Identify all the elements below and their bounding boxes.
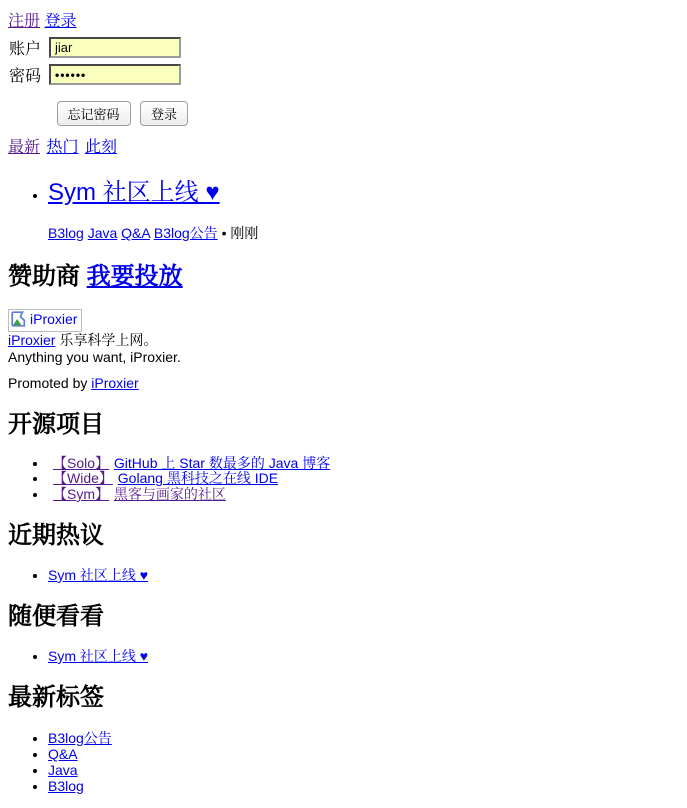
ad-tagline-cn <box>8 333 687 349</box>
login-buttons-row <box>8 101 188 126</box>
sponsor-cta-link[interactable]: 我要投放 <box>86 263 183 290</box>
article-tag-link[interactable]: B3log公告 <box>153 225 218 241</box>
latest-tags-list <box>8 730 687 794</box>
list-item <box>48 730 687 746</box>
open-source-heading: 开源项目 <box>8 410 104 438</box>
ad-image-alt-text: iProxier <box>30 310 78 327</box>
list-item <box>48 649 687 664</box>
article-item <box>48 172 687 243</box>
sponsor-ad <box>8 309 687 391</box>
meta-separator: • <box>221 225 227 241</box>
ad-tagline-cn-text: 乐享科学上网。 <box>59 331 158 348</box>
article-tag-link[interactable]: Java <box>87 225 118 241</box>
project-item <box>48 471 687 486</box>
project-desc-link[interactable]: Golang 黑科技之在线 IDE <box>117 470 279 487</box>
sponsor-heading <box>8 263 687 291</box>
article-meta <box>48 223 687 243</box>
account-input[interactable] <box>49 37 181 58</box>
article-title-link[interactable]: Sym 社区上线 ♥ <box>48 179 220 206</box>
project-name-link[interactable]: 【Sym】 <box>53 485 109 502</box>
list-item <box>48 746 687 762</box>
nav-hot-link[interactable]: 热门 <box>46 139 79 156</box>
project-desc-link[interactable]: GitHub 上 Star 数最多的 Java 博客 <box>113 455 331 472</box>
tag-link[interactable]: B3log公告 <box>48 729 112 746</box>
random-article-link[interactable]: Sym 社区上线 ♥ <box>48 647 149 664</box>
article-tag-link[interactable]: B3log <box>48 225 84 241</box>
promoted-by-text: Promoted by <box>8 374 88 391</box>
list-item <box>48 778 687 794</box>
login-button[interactable]: 登录 <box>140 101 188 126</box>
sponsor-heading-text: 赞助商 <box>8 263 80 290</box>
project-name-link[interactable]: 【Solo】 <box>53 455 110 472</box>
tag-link[interactable]: Q&A <box>48 745 78 762</box>
ad-brand-link[interactable]: iProxier <box>8 331 56 348</box>
ad-image-link[interactable] <box>8 309 82 332</box>
tag-link[interactable]: B3log <box>48 778 84 795</box>
feed-nav <box>8 134 687 157</box>
random-view-list <box>8 649 687 664</box>
random-view-heading: 随便看看 <box>8 603 104 631</box>
project-name-link[interactable]: 【Wide】 <box>53 470 113 487</box>
broken-image-icon <box>11 314 29 330</box>
login-link[interactable]: 登录 <box>44 13 77 30</box>
project-item <box>48 456 687 471</box>
article-list <box>8 172 687 243</box>
nav-now-link[interactable]: 此刻 <box>84 139 117 156</box>
recent-hot-list <box>8 568 687 583</box>
latest-tags-heading: 最新标签 <box>8 684 104 712</box>
register-link[interactable]: 注册 <box>8 13 41 30</box>
auth-links <box>8 8 687 31</box>
project-item <box>48 487 687 502</box>
open-source-list <box>8 456 687 502</box>
list-item <box>48 568 687 583</box>
nav-latest-link[interactable]: 最新 <box>8 139 41 156</box>
forgot-password-button[interactable]: 忘记密码 <box>57 101 131 126</box>
password-label: 密码 <box>9 68 42 85</box>
list-item <box>48 762 687 778</box>
article-time: 刚刚 <box>230 225 259 241</box>
promoted-link[interactable]: iProxier <box>91 374 139 391</box>
project-desc-link[interactable]: 黑客与画家的社区 <box>113 485 226 502</box>
password-input[interactable] <box>49 64 181 85</box>
tag-link[interactable]: Java <box>48 762 78 779</box>
ad-promoted-line <box>8 375 687 391</box>
article-tag-link[interactable]: Q&A <box>121 225 150 241</box>
recent-hot-article-link[interactable]: Sym 社区上线 ♥ <box>48 566 149 583</box>
login-form <box>8 33 182 89</box>
ad-tagline-en: Anything you want, iProxier. <box>8 348 181 365</box>
account-label: 账户 <box>9 41 42 58</box>
recent-hot-heading: 近期热议 <box>8 522 104 550</box>
